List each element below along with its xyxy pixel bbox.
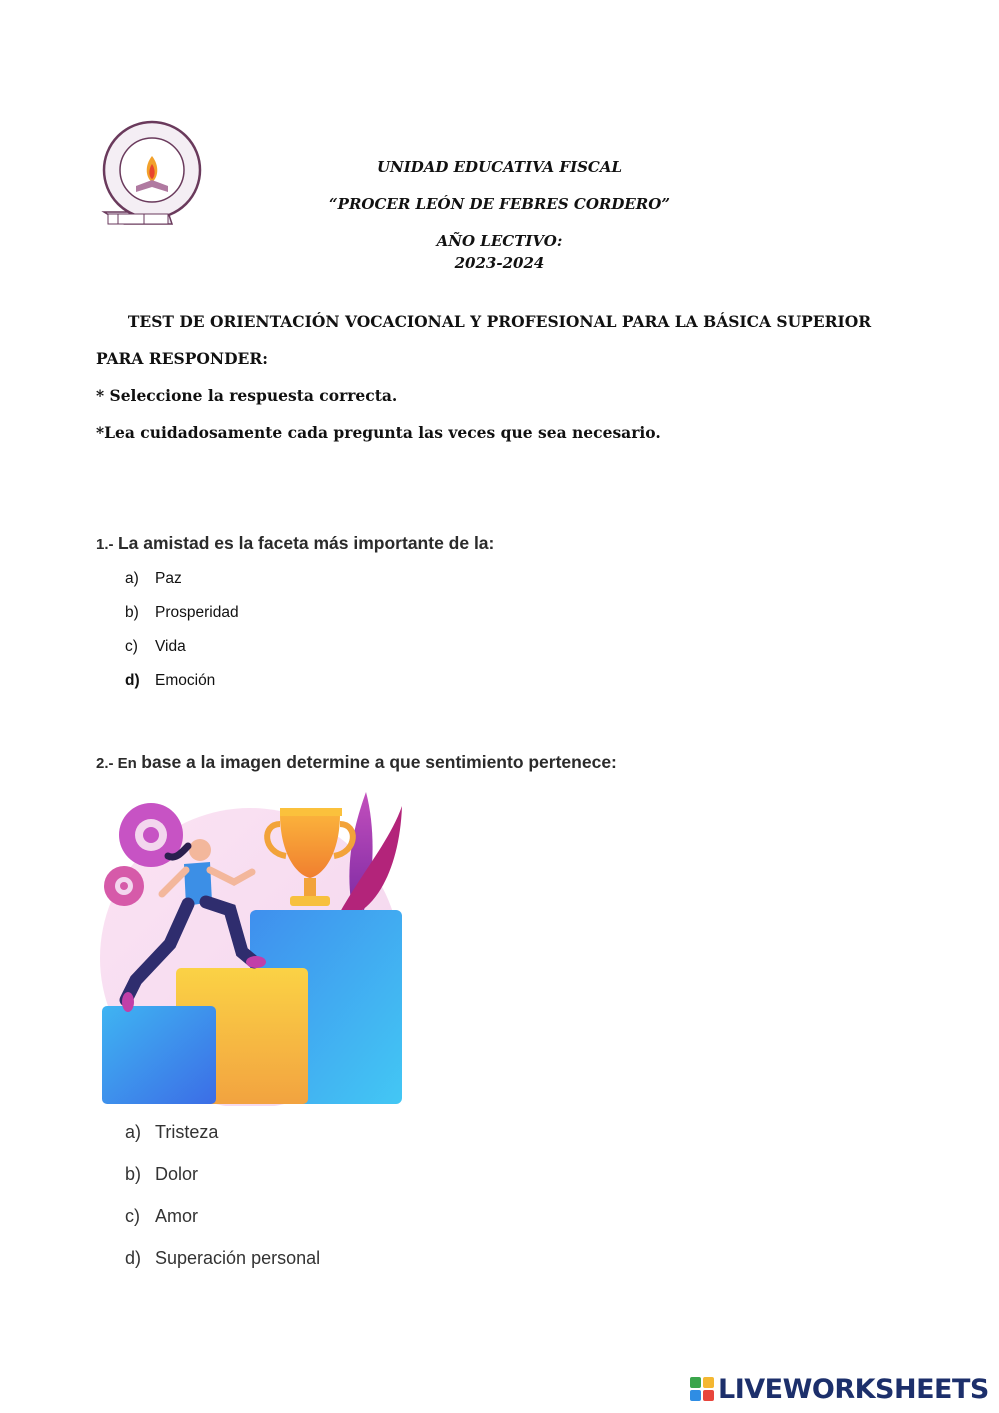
question-1-number: 1.- — [96, 536, 114, 553]
school-type: UNIDAD EDUCATIVA FISCAL — [376, 158, 623, 176]
question-1 — [96, 533, 494, 554]
q2-option-b[interactable]: b) Dolor — [125, 1164, 199, 1184]
question-2 — [96, 752, 617, 773]
school-name: “PROCER LEÓN DE FEBRES CORDERO” — [329, 195, 670, 213]
q2-option-c[interactable]: c) Amor — [125, 1206, 199, 1226]
school-year: 2023-2024 — [454, 254, 545, 272]
liveworksheets-logo-icon — [690, 1377, 714, 1401]
q1-option-d[interactable]: d) Emoción — [125, 672, 216, 689]
instruction-line-1: * Seleccione la respuesta correcta. — [96, 386, 398, 405]
brand-text: LIVEWORKSHEETS — [718, 1373, 989, 1405]
question-2-number: 2.- En — [96, 755, 137, 772]
q2-option-a[interactable]: a) Tristeza — [125, 1122, 219, 1142]
question-2-text: base a la imagen determine a que sentimiento pertenece: — [141, 752, 617, 772]
q1-option-b[interactable]: b) Prosperidad — [125, 604, 239, 621]
question-1-text: La amistad es la faceta más importante de la: — [117, 533, 495, 553]
q1-option-c[interactable]: c) Vida — [125, 638, 186, 655]
q1-option-a[interactable]: a) Paz — [125, 570, 182, 587]
instructions-heading: PARA RESPONDER: — [96, 349, 268, 368]
q2-option-d[interactable]: d) Superación personal — [125, 1248, 321, 1268]
success-illustration — [94, 790, 406, 1106]
test-title: TEST DE ORIENTACIÓN VOCACIONAL Y PROFESIONAL PARA LA BÁSICA SUPERIOR — [127, 312, 872, 331]
year-label: AÑO LECTIVO: — [436, 232, 563, 250]
liveworksheets-brand — [690, 1373, 989, 1405]
instruction-line-2: *Lea cuidadosamente cada pregunta las veces que sea necesario. — [96, 423, 661, 442]
